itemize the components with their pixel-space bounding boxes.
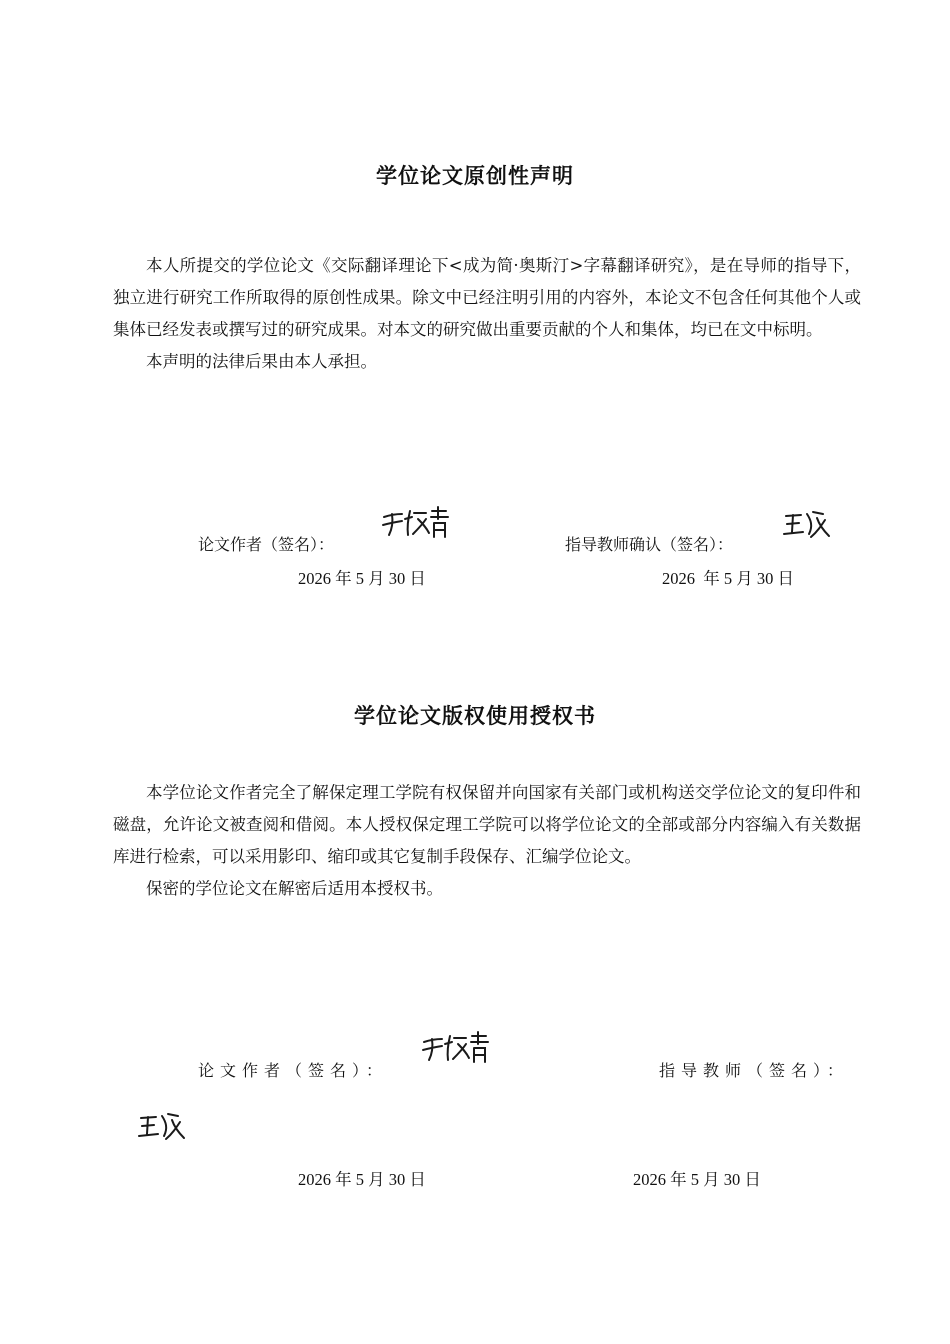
authorization-author-date: 2026 年 5 月 30 日: [298, 1170, 426, 1189]
authorization-advisor-label: 指导教师（签名）：: [659, 1061, 850, 1080]
declaration-title: 学位论文原创性声明: [376, 164, 574, 188]
declaration-author-signature: [380, 505, 450, 541]
declaration-advisor-label: 指导教师确认（签名）：: [565, 535, 734, 554]
declaration-paragraph: 本声明的法律后果由本人承担。: [146, 352, 377, 371]
authorization-title: 学位论文版权使用授权书: [354, 704, 596, 728]
authorization-advisor-signature: [138, 1110, 188, 1142]
declaration-advisor-date: 2026 年 5 月 30 日: [662, 569, 794, 588]
authorization-paragraph: 保密的学位论文在解密后适用本授权书。: [146, 879, 443, 898]
authorization-body: [113, 777, 861, 905]
authorization-author-label: 论文作者（签名）：: [198, 1061, 389, 1080]
declaration-author-label: 论文作者（签名）：: [198, 535, 335, 554]
authorization-paragraph: 本学位论文作者完全了解保定理工学院有权保留并向国家有关部门或机构送交学位论文的复印件和磁盘，允许论文被查阅和借阅。本人授权保定理工学院可以将学位论文的全部或部分内容编入有关数据库进行检索，可以采用影印、缩印或其它复制手段保存、汇编学位论文。: [113, 783, 861, 866]
declaration-body: [113, 250, 861, 378]
authorization-advisor-date: 2026 年 5 月 30 日: [633, 1170, 761, 1189]
declaration-author-date: 2026 年 5 月 30 日: [298, 569, 426, 588]
declaration-paragraph: 本人所提交的学位论文《交际翻译理论下<成为简·奥斯汀>字幕翻译研究》，是在导师的指导下，独立进行研究工作所取得的原创性成果。除文中已经注明引用的内容外，本论文不包含任何其他个人或集体已经发表或撰写过的研究成果。对本文的研究做出重要贡献的个人和集体，均已在文中标明。: [113, 256, 861, 339]
authorization-author-signature: [420, 1030, 490, 1066]
declaration-advisor-signature: [783, 508, 833, 540]
